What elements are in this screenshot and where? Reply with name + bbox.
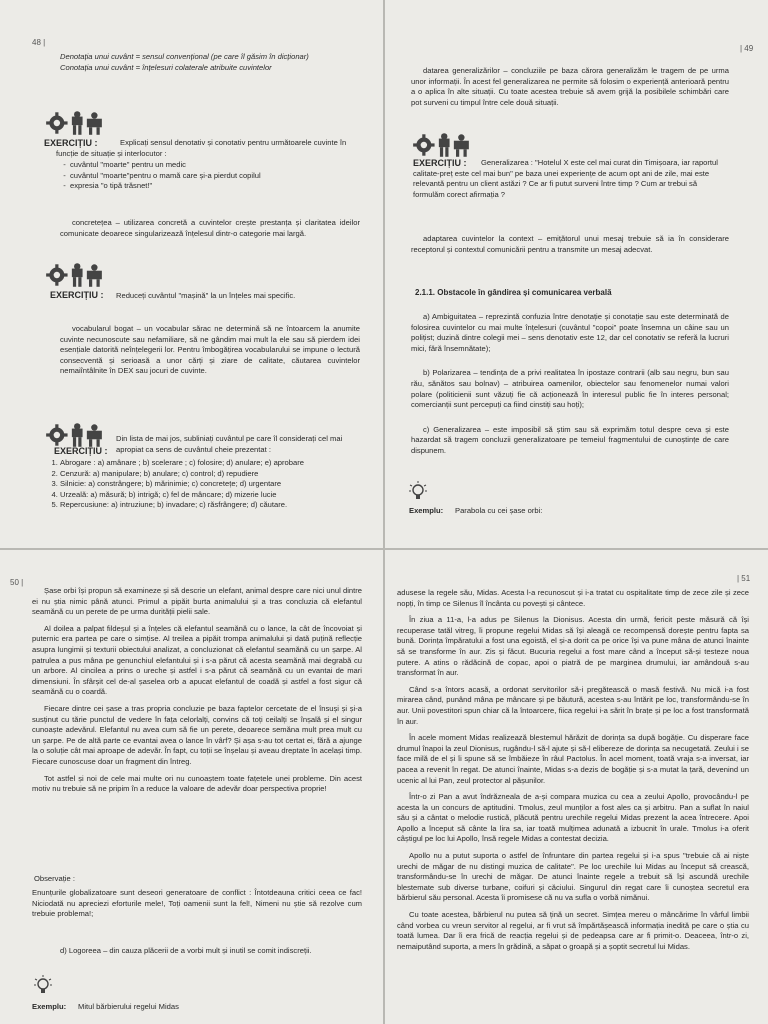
- section-heading: 2.1.1. Obstacole în gândirea și comunicarea verbală: [415, 288, 612, 297]
- page-number: 50 |: [10, 578, 24, 587]
- adaptarea-paragraph: adaptarea cuvintelor la context – emițătorul unui mesaj trebuie să ia în considerare receptorul și contextul comunicării pentru a transmite un mesaj adecvat.: [411, 234, 729, 254]
- exercise-text: Generalizarea : "Hotelul X este cel mai curat din Timișoara, iar raportul calitate-preț este cel mai bun" pe baza unei experiențe de acum opt ani de zile, mai este relevantă pentru un client astăzi ? Ce ar fi putut surveni între timp ? Cum ar trebui să formulăm corect afirmația ?: [413, 158, 718, 199]
- list-item: - cuvântul "moarte" pentru un medic: [70, 160, 356, 171]
- exercise-gears-icon: [44, 422, 104, 448]
- vocabular-paragraph: vocabularul bogat – un vocabular sărac ne determină să ne întoarcem la anumite cuvinte necunoscute sau nefamiliare, să ne gândim mai mult la ele sau să pierdem idei esențiale datorită neînțelegerii lor. Pentru îmbogățirea vocabularului se impune o lectură consecventă și serioasă a unor cărți și ziare de calitate, căutarea cuvintelor nemaiîntâlnite în DEX sau jocuri de cuvinte.: [60, 324, 360, 376]
- page-gutter: [383, 0, 385, 1024]
- exercise-label: EXERCIȚIU :: [54, 446, 108, 456]
- generalization-item: c) Generalizarea – este imposibil să știm sau să exprimăm totul despre ceva și este hazardat să tragem concluzii generalizatoare pe temeiul fragmentului de cunoștințe de care dispunem.: [411, 424, 729, 455]
- example-text: Mitul bărbierului regelui Midas: [78, 1002, 179, 1011]
- example-label: Exemplu:: [409, 506, 444, 515]
- page-gutter: [0, 548, 768, 550]
- list-item: 5. Repercusiune: a) intruziune; b) invadare; c) răsfrângere; d) căutare.: [60, 500, 360, 511]
- list-item: - expresia "o tipă trăsnet!": [70, 181, 356, 192]
- page-49: [385, 0, 768, 548]
- midas-text: [397, 588, 749, 958]
- paragraph: Șase orbi își propun să examineze și să descrie un elefant, animal despre care nici unul dintre ei nu știa nimic până atunci. Primul a pipăit burta animalului și a tras concluzia că elefantul seamănă cu un perete de pe urma durității pielii sale.: [32, 586, 362, 617]
- observation-text: Enunțurile globalizatoare sunt deseori generatoare de conflict : Întotdeauna critici ceea ce fac! Niciodată nu apreciezi eforturile mele!, Toți oamenii sunt la fel!, Nimeni nu știe să rezolve cum trebuie problema!;: [32, 888, 362, 919]
- paragraph: Al doilea a palpat fildeșul și a înțeles că elefantul seamănă cu o lance, la cât de încovoiat și puternic era partea pe care o simțise. Al treilea a pipăit trompa animalului și dată puțină reflecție asupra lungimii și texturii obiectului analizat, a concluzionat că elefantul seamănă cu un șarpe. Al patrulea a pus mâna pe genunchiul elefantului și i s-a părut că acesta seamănă mai degrabă cu un arbore. Al cincilea a prins o ureche și astfel i s-a părut că seamănă cu un evantai de mari dimensiuni. În sfârșit cel de-al șaselea orb a apucat elefantul de coadă și astfel a fost sigur că seamănă cu o coardă.: [32, 623, 362, 697]
- exercise-gears-icon: [44, 110, 104, 136]
- exercise-3-list: [46, 456, 360, 511]
- paragraph: Tot astfel și noi de cele mai multe ori nu cunoaștem toate fațetele unei probleme. Din acest motiv nu trebuie să ne pripim în a reduce la valoare de adevăr doar perspectiva proprie!: [32, 773, 362, 794]
- page-48: [0, 0, 383, 548]
- paragraph: adusese la regele său, Midas. Acesta l-a recunoscut și i-a tratat cu ospitalitate timp de zece zile și zece nopți, în timp ce Silenus îl încânta cu povești și cântece.: [397, 588, 749, 608]
- page-number: | 51: [737, 574, 751, 583]
- paragraph: Într-o zi Pan a avut îndrăzneala de a-și compara muzica cu cea a zeului Apollo, provocându-l pe acesta la un concurs de aptitudini. Tmolus, zeul munților a fost ales ca și arbitru. Pan a suflat în naiul său și a cântat o melodie rustică, plăcută pentru urechile regelui Midas prezent la acea întrecere. Apoi Apollo a început să cânte la lira sa, iar toată mulțimea adunată a izbucnit în urale. Tmolus i-a oferit câștigul pe loc lui Apollo, însă regele Midas a contestat decizia.: [397, 792, 749, 844]
- page-50: [0, 550, 383, 1024]
- exercise-label: EXERCIȚIU :: [413, 158, 467, 168]
- paragraph: Cu toate acestea, bărbierul nu putea să țină un secret. Simțea mereu o mâncărime în vârful limbii când vorbea cu vreun servitor al regelui, ar fi vrut să împărtășească informația inedită pe care o știa cu toată lumea. Dar îi era frică de reacția regelui și de pedeapsa care ar fi primit-o. Deaceea, într-o zi, nemaiputând suporta, a mers în grădină, a săpat o groapă și a șoptit secretul lui Midas.: [397, 910, 749, 951]
- list-item: 2. Cenzură: a) manipulare; b) anulare; c) control; d) repudiere: [60, 469, 360, 480]
- exercise-1-list: [56, 158, 356, 192]
- ambiguity-item: a) Ambiguitatea – reprezintă confuzia între denotație și conotație sau este determinată de folosirea cuvintelor cu mai multe înțelesuri (cuvântul "copoi" poate însemna un câine sau un polițist; duzină dintre colegii mei – sens denotativ este 12, dar cel conotativ se referă la lucruri mici, fără însemnătate);: [411, 312, 729, 353]
- logoreea-paragraph: d) Logoreea – din cauza plăcerii de a vorbi mult și inutil se comit indiscreții.: [60, 946, 312, 955]
- exercise-gears-icon: [44, 262, 104, 288]
- exercise-2-text: Reduceți cuvântul "mașină" la un înțeles mai specific.: [116, 291, 296, 300]
- list-item: - cuvântul "moarte"pentru o mamă care și-a pierdut copilul: [70, 171, 356, 182]
- page-number: 48 |: [32, 38, 46, 47]
- exercise-3-text: Din lista de mai jos, subliniați cuvântul pe care îl considerați cel mai apropiat ca sens de cuvântul cheie prezentat :: [116, 434, 343, 454]
- datarea-paragraph: datarea generalizărilor – concluziile pe baza cărora generalizăm le tragem de pe urma unor informații. În acest fel generalizarea ne permite să folosim o experiență anterioară pentru a o aplica în alte situații. Cu toate acestea trebuie să avem grijă la posibilele schimbări care pot surveni cu timpul între cele două situații.: [411, 66, 729, 107]
- page-number: | 49: [740, 44, 754, 53]
- paragraph: Când s-a întors acasă, a ordonat servitorilor să-i pregătească o masă festivă. Nu mică i-a fost mirarea când, punând mâna pe mâncare și pe băutură, acestea s-au întărit pe loc, transformându-se în aur. Unii povestitori spun chiar că la întoarcere, fiica regelui i-a sărit în brațe și pe loc a fost transformată în aur.: [397, 684, 749, 726]
- exercise-label: EXERCIȚIU :: [50, 290, 104, 300]
- definitions: [60, 52, 360, 73]
- exercise-1-text: Explicați sensul denotativ și conotativ pentru următoarele cuvinte în funcție de situație și interlocutor :: [56, 138, 347, 158]
- example-label: Exemplu:: [32, 1002, 67, 1011]
- lightbulb-icon: [409, 480, 427, 502]
- obstacles-list: [411, 312, 729, 463]
- parable-text: [32, 586, 362, 801]
- paragraph: În acele moment Midas realizează blestemul hărăzit de dorința sa după bogăție. Cu disperare face drumul înapoi la zeul Dionisus, rugându-l să-l ajute și să-l elibereze de dorința sa necugetată. Zeului i se face milă de el și îi spune să se îmbăieze în râul Pactolus. În acel moment, toată vraja s-a inversat, iar pacea a revenit în regat. De atunci înainte, Midas s-a dezis de bogăție și s-a mutat la țară, devenind un ucenic al lui Pan, zeul protector al pășunilor.: [397, 733, 749, 785]
- paragraph: În ziua a 11-a, l-a adus pe Silenus la Dionisus. Acesta din urmă, fericit peste măsură că își recuperase tatăl vitreg, îi propune regelui Midas să își aleagă ce recompensă dorește pentru fapta sa bună. Dorința împăratului a fost una egoistă, el și-a dorit ca pe orice își va pune mâna de atunci înainte să se transforme în aur. Zis și făcut. Bucuria regelui a fost mare când a început să-și testeze noua putere. A atins o rădăcină de copac, apoi o piatră de pe marginea drumului, iar amândouă s-au transformat în aur.: [397, 615, 749, 678]
- concretetea-paragraph: concretețea – utilizarea concretă a cuvintelor crește prestanța și claritatea ideilor comunicate deoarece singularizează înțelesul dintr-o categorie mai largă.: [60, 218, 360, 238]
- list-item: 1. Abrogare : a) amânare ; b) scelerare ; c) folosire; d) anulare; e) aprobare: [60, 458, 360, 469]
- observation-label: Observație :: [34, 874, 75, 883]
- lightbulb-icon: [34, 974, 52, 996]
- page-51: [385, 550, 768, 1024]
- list-item: 3. Silnicie: a) constrângere; b) mărinimie; c) concretețe; d) urgentare: [60, 479, 360, 490]
- paragraph: Fiecare dintre cei șase a tras propria concluzie pe baza faptelor cercetate de el însuși și și-a susținut cu tărie punctul de vedere în fața celorlalți, convins că toți ceilalți se înșală și el singur cunoaște adevărul. Elefantul nu avea cum să fie un perete, deoarece semăna mult prea mult cu un șarpe. Pe de altă parte ce evantai avea o lance în vârf? Și așa s-au tot certat ei, fără a ajunge la o soluție cât mai aproape de adevăr. În fapt, cu toții se înșelau și aveau dreptate în același timp. Fiecare cunoscuse doar un fragment din întreg.: [32, 703, 362, 766]
- list-item: 4. Urzeală: a) măsură; b) intrigă; c) fel de mâncare; d) mizerie lucie: [60, 490, 360, 501]
- definition-denotation: Denotația unui cuvânt = sensul convențional (pe care îl găsim în dicționar): [60, 52, 309, 61]
- example-text: Parabola cu cei șase orbi:: [455, 506, 543, 515]
- exercise-label: EXERCIȚIU :: [44, 138, 98, 148]
- definition-connotation: Conotația unui cuvânt = înțelesuri colaterale atribuite cuvintelor: [60, 62, 272, 72]
- exercise-gears-icon: [411, 132, 471, 158]
- polarization-item: b) Polarizarea – tendința de a privi realitatea în ipostaze contrarii (alb sau negru, bun sau rău, sănătos sau bolnav) – atribuirea oamenilor, obiectelor sau fenomenelor numai valori polare (politicienii sunt văzuți fie că acționează în interesul public fie în interes personal; comercianții sunt percepuți ca fiind cinstiți sau hoți);: [411, 368, 729, 410]
- paragraph: Apollo nu a putut suporta o astfel de înfruntare din partea regelui și i-a spus "trebuie că ai niște urechi de măgar de nu distingi muzica de calitate". Pe loc urechile lui Midas au început să crească, transformându-se în urechi de măgar. De atunci înainte regele a trebuit să își ascundă urechile blestemate sub diverse turbane, coifuri și căciului. Singurul din regat care îi cunoștea secretul era bărbierul său personal. Acesta îi promisese că nu va sufla o vorbă nimănui.: [397, 851, 749, 903]
